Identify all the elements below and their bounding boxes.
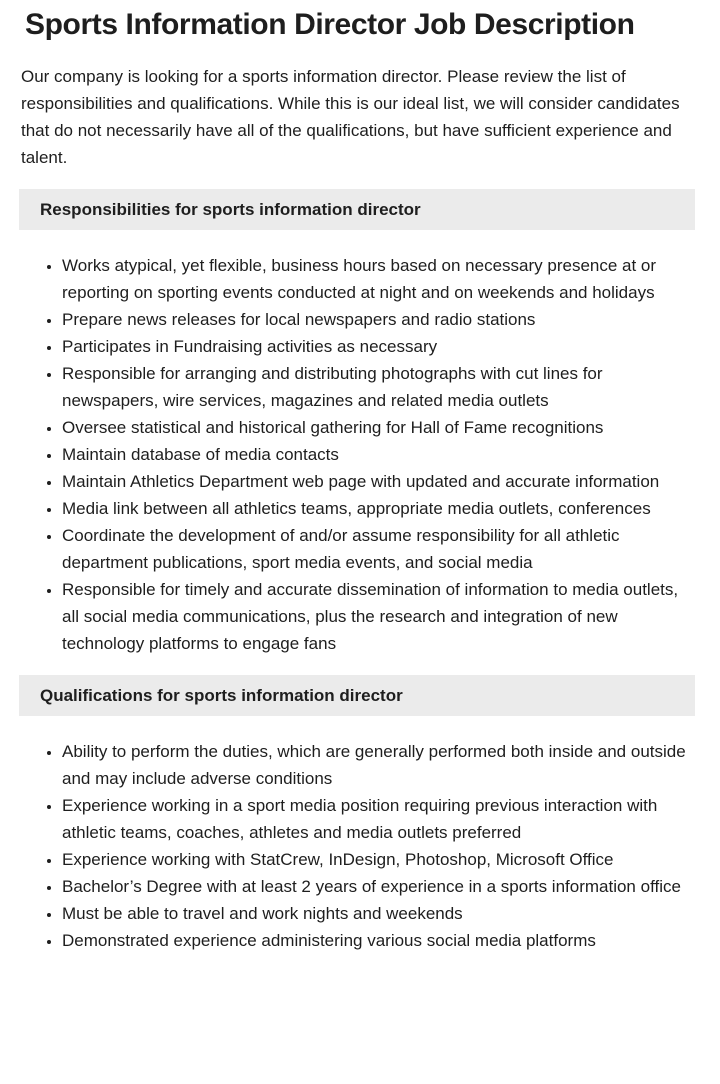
list-item: • Maintain database of media contacts bbox=[62, 441, 695, 468]
list-item: • Maintain Athletics Department web page with updated and accurate information bbox=[62, 468, 695, 495]
qualifications-list bbox=[0, 738, 695, 954]
list-item: • Participates in Fundraising activities as necessary bbox=[62, 333, 695, 360]
list-item: • Oversee statistical and historical gathering for Hall of Fame recognitions bbox=[62, 414, 695, 441]
responsibilities-list bbox=[0, 252, 695, 657]
page-title: Sports Information Director Job Description bbox=[25, 8, 635, 41]
list-item: • Responsible for timely and accurate dissemination of information to media outlets, all social media communications, plus the research and integration of new technology platforms to engage fans bbox=[62, 576, 695, 657]
list-item: • Demonstrated experience administering various social media platforms bbox=[62, 927, 695, 954]
section-responsibilities bbox=[0, 189, 720, 657]
list-item: • Must be able to travel and work nights and weekends bbox=[62, 900, 695, 927]
list-item: • Experience working in a sport media position requiring previous interaction with athletic teams, coaches, athletes and media outlets preferred bbox=[62, 792, 695, 846]
list-item: • Works atypical, yet flexible, business hours based on necessary presence at or reporting on sporting events conducted at night and on weekends and holidays bbox=[62, 252, 695, 306]
list-item: • Experience working with StatCrew, InDesign, Photoshop, Microsoft Office bbox=[62, 846, 695, 873]
section-heading-qualifications: Qualifications for sports information director bbox=[19, 675, 695, 716]
list-item: • Responsible for arranging and distributing photographs with cut lines for newspapers, wire services, magazines and related media outlets bbox=[62, 360, 695, 414]
list-item: • Media link between all athletics teams, appropriate media outlets, conferences bbox=[62, 495, 695, 522]
list-item: • Bachelor’s Degree with at least 2 years of experience in a sports information office bbox=[62, 873, 695, 900]
section-qualifications bbox=[0, 675, 720, 954]
list-item: • Ability to perform the duties, which are generally performed both inside and outside and may include adverse conditions bbox=[62, 738, 695, 792]
list-item: • Prepare news releases for local newspapers and radio stations bbox=[62, 306, 695, 333]
list-item: • Coordinate the development of and/or assume responsibility for all athletic department publications, sport media events, and social media bbox=[62, 522, 695, 576]
section-heading-responsibilities: Responsibilities for sports information director bbox=[19, 189, 695, 230]
intro-paragraph: Our company is looking for a sports information director. Please review the list of responsibilities and qualifications. While this is our ideal list, we will consider candidates that do not necessarily have all of the qualifications, but have sufficient experience and talent. bbox=[21, 67, 680, 167]
